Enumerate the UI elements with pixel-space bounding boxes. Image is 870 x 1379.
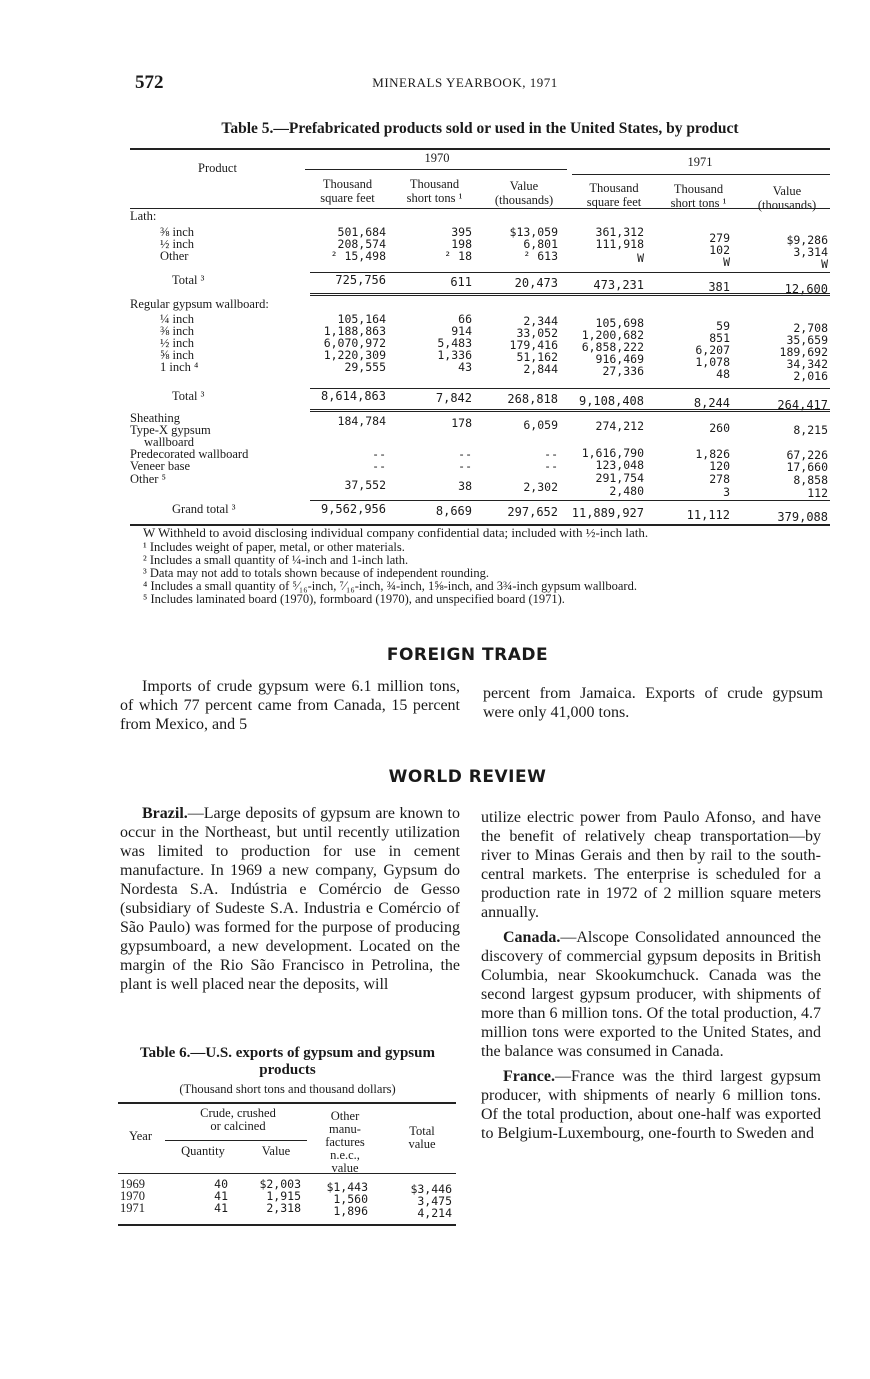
footnote: ³ Data may not add to totals shown because of independent rounding. <box>143 566 490 580</box>
paragraph: percent from Jamaica. Exports of crude gypsum were only 41,000 tons. <box>483 685 823 721</box>
section-heading-world-review: WORLD REVIEW <box>388 767 547 787</box>
lath-heading: Lath: <box>130 209 157 223</box>
footnote: W Withheld to avoid disclosing individual company confidential data; included with ½-inch lath. <box>143 525 649 540</box>
table5-col-value-1970: Value (thousands) <box>494 179 554 207</box>
country-head-brazil: Brazil. <box>142 805 188 822</box>
table-row: ⅜ inch 501,684 395 $13,059 361,312 279 $9,286 <box>160 225 828 247</box>
rule <box>310 293 830 296</box>
table-row: Other ² 15,498 ² 18 ² 613 W W W <box>160 249 828 271</box>
table6-col-total: Total value <box>408 1124 436 1151</box>
country-head-france: France. <box>503 1068 555 1085</box>
world-review-right-column <box>481 808 821 1143</box>
table6-head-rule <box>118 1173 456 1174</box>
table-row: Other ⁵ 37,552 38 2,302 291,754 278 8,858 <box>130 471 828 494</box>
footnote: ² Includes a small quantity of ¼-inch and 1-inch lath. <box>143 553 409 567</box>
table5-col-tons-1971: Thousand short tons ¹ <box>670 182 727 210</box>
page-number: 572 <box>135 72 164 93</box>
table6-bottom-rule <box>118 1224 456 1226</box>
table-row: Sheathing 184,784 178 6,059 274,212 260 8,215 <box>130 411 828 437</box>
rule <box>310 500 830 501</box>
table6-col-other: Other manu- factures n.e.c., value <box>325 1109 365 1175</box>
table-row: ½ inch 6,070,972 5,483 179,416 6,858,222 6,207 189,692 <box>160 336 828 359</box>
table6-group-rule <box>165 1140 307 1141</box>
table-row <box>130 298 830 311</box>
section-heading-foreign-trade: FOREIGN TRADE <box>386 645 549 665</box>
table-row: 2,480 3 112 <box>609 484 828 500</box>
table5-col-tons-1970: Thousand short tons ¹ <box>406 177 463 205</box>
table5-col-sqft-1971: Thousand square feet <box>586 181 642 209</box>
table5-caption: Table 5.—Prefabricated products sold or used in the United States, by product <box>221 120 739 137</box>
table-row: Veneer base -- -- -- 123,048 120 17,660 <box>130 458 828 474</box>
rule <box>310 388 830 389</box>
table-row <box>130 210 830 223</box>
rule <box>310 409 830 412</box>
wallboard-heading: Regular gypsum wallboard: <box>130 297 269 311</box>
table6-col-value: Value <box>261 1144 291 1158</box>
foreign-trade-right-column <box>483 684 823 722</box>
table-row: Type-X gypsum <box>130 423 211 437</box>
table-row: ½ inch 208,574 198 6,801 111,918 102 3,314 <box>160 237 828 259</box>
foreign-trade-left-column <box>120 677 460 734</box>
table-row: Total ³ 8,614,863 7,842 268,818 9,108,408 8,244 264,417 <box>172 389 828 412</box>
table5-1970-rule <box>305 169 567 170</box>
world-review-left-column <box>120 804 460 994</box>
table-row: wallboard <box>144 435 194 449</box>
country-head-canada: Canada. <box>503 929 561 946</box>
table-row: 1970 41 1,915 1,560 3,475 <box>120 1189 452 1208</box>
table6-col-qty: Quantity <box>181 1144 225 1158</box>
table-row: ⅝ inch 1,220,309 1,336 51,162 916,469 1,078 34,342 <box>160 348 828 371</box>
table-row: Grand total ³ 9,562,956 8,669 297,652 11,889,927 11,112 379,088 <box>172 502 828 524</box>
table5-year-1971: 1971 <box>687 155 713 169</box>
table-row: 1969 40 $2,003 $1,443 $3,446 <box>120 1177 452 1196</box>
footnote: ¹ Includes weight of paper, metal, or other materials. <box>143 540 405 554</box>
footnote: ⁴ Includes a small quantity of ⁵⁄₁₆-inch, ⁷⁄₁₆-inch, ¾-inch, 1⅝-inch, and 3¾-inch gypsum wallboard. <box>143 579 637 593</box>
running-title: MINERALS YEARBOOK, 1971 <box>372 75 558 90</box>
table5-head-rule <box>130 208 830 209</box>
table6-top-rule <box>118 1102 456 1104</box>
table-row: Predecorated wallboard -- -- -- 1,616,790 1,826 67,226 <box>130 446 828 462</box>
table-row: ¼ inch 105,164 66 2,344 105,698 59 2,708 <box>160 312 828 335</box>
table5-top-rule <box>130 148 830 150</box>
paragraph-france: France.—France was the third largest gypsum producer, with shipments of nearly 6 million tons. Of the total production, about one-half was exported to Belgium-Luxembourg, one-fourth to Sweden and <box>481 1068 821 1142</box>
table5-1971-rule <box>572 174 830 175</box>
table-row: Total ³ 725,756 611 20,473 473,231 381 12,600 <box>172 273 828 296</box>
footnote: ⁵ Includes laminated board (1970), formboard (1970), and unspecified board (1971). <box>143 592 565 606</box>
table5-year-1970: 1970 <box>424 151 450 165</box>
table6-col-year: Year <box>128 1129 153 1143</box>
table5-col-value-1971: Value (thousands) <box>757 184 817 212</box>
table-row: ⅜ inch 1,188,863 914 33,052 1,200,682 851 35,659 <box>160 324 828 347</box>
table-row: 1971 41 2,318 1,896 4,214 <box>120 1201 452 1220</box>
table-row: 1 inch ⁴ 29,555 43 2,844 27,336 48 2,016 <box>160 360 828 383</box>
paragraph-brazil: Brazil.—Large deposits of gypsum are known to occur in the Northeast, but until recently utilization was limited to production for use in cement manufacture. In 1969 a new company, Gypsum do Nordesta S.A. Indústria e Comércio de Gesso (subsidiary of Sudeste S.A. Industria e Comércio of São Paulo) was formed for the purpose of producing gypsumboard, a new development. Located on the margin of the Rio São Francisco in Petrolina, the plant is well placed near the deposits, will <box>120 805 460 993</box>
paragraph: utilize electric power from Paulo Afonso, and have the benefit of relatively cheap transportation—by river to Minas Gerais and then by rail to the south-central markets. The enterprise is scheduled for a production rate in 1972 of 2 million square meters annually. <box>481 809 821 921</box>
paragraph: Imports of crude gypsum were 6.1 million tons, of which 77 percent came from Canada, 15 percent from Mexico, and 5 <box>120 678 460 733</box>
table5-col-product: Product <box>198 161 237 175</box>
table6-col-group: Crude, crushed or calcined <box>200 1106 276 1133</box>
table6-subcaption: (Thousand short tons and thousand dollars) <box>179 1082 396 1096</box>
table6-caption: Table 6.—U.S. exports of gypsum and gypsum products <box>140 1045 435 1078</box>
table5-col-sqft-1970: Thousand square feet <box>320 177 375 205</box>
rule <box>310 272 830 273</box>
paragraph-canada: Canada.—Alscope Consolidated announced the discovery of commercial gypsum deposits in British Columbia, near Skookumchuck. Canada was the second largest gypsum producer, with shipments of more than 6 million tons. Of the total production, 4.7 million tons were exported to the United States, and the balance was consumed in Canada. <box>481 929 821 1060</box>
